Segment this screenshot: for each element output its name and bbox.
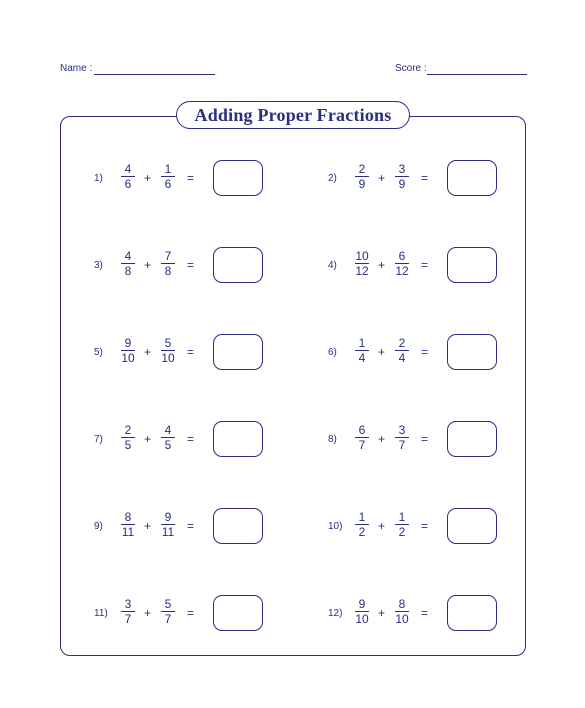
fraction-b: [392, 249, 412, 278]
plus-sign: +: [144, 258, 152, 272]
plus-sign: +: [378, 519, 386, 533]
denominator: 6: [164, 177, 172, 191]
denominator: 8: [124, 264, 132, 278]
problem-2: [322, 160, 502, 200]
answer-box[interactable]: [447, 334, 497, 370]
fraction-a: [352, 597, 372, 626]
equals-sign: =: [187, 519, 195, 533]
numerator: 6: [398, 249, 406, 263]
answer-box[interactable]: [213, 508, 263, 544]
fraction-a: [352, 423, 372, 452]
numerator: 3: [398, 423, 406, 437]
name-field[interactable]: [94, 74, 215, 75]
fraction-a: [352, 249, 372, 278]
fraction-a: [118, 597, 138, 626]
plus-sign: +: [144, 171, 152, 185]
equals-sign: =: [187, 171, 195, 185]
denominator: 11: [121, 525, 135, 539]
numerator: 4: [124, 162, 132, 176]
score-field[interactable]: [427, 74, 527, 75]
problem-6: [322, 334, 502, 374]
numerator: 1: [358, 336, 366, 350]
numerator: 7: [164, 249, 172, 263]
numerator: 10: [355, 249, 369, 263]
numerator: 8: [398, 597, 406, 611]
denominator: 9: [398, 177, 406, 191]
answer-box[interactable]: [447, 595, 497, 631]
numerator: 3: [398, 162, 406, 176]
denominator: 7: [164, 612, 172, 626]
equals-sign: =: [421, 171, 429, 185]
fraction-b: [158, 597, 178, 626]
numerator: 1: [164, 162, 172, 176]
problem-12: [322, 595, 502, 635]
problem-8: [322, 421, 502, 461]
numerator: 2: [398, 336, 406, 350]
worksheet-title: Adding Proper Fractions: [176, 101, 410, 129]
numerator: 2: [358, 162, 366, 176]
denominator: 6: [124, 177, 132, 191]
denominator: 9: [358, 177, 366, 191]
plus-sign: +: [144, 432, 152, 446]
problem-number: 2): [328, 173, 337, 184]
denominator: 10: [395, 612, 409, 626]
fraction-b: [158, 162, 178, 191]
denominator: 4: [398, 351, 406, 365]
numerator: 9: [124, 336, 132, 350]
answer-box[interactable]: [213, 421, 263, 457]
denominator: 10: [161, 351, 175, 365]
equals-sign: =: [421, 606, 429, 620]
denominator: 10: [355, 612, 369, 626]
fraction-b: [392, 597, 412, 626]
answer-box[interactable]: [213, 247, 263, 283]
numerator: 9: [164, 510, 172, 524]
numerator: 6: [358, 423, 366, 437]
problem-number: 7): [94, 434, 103, 445]
fraction-b: [158, 423, 178, 452]
name-label: Name :: [60, 63, 93, 74]
denominator: 2: [398, 525, 406, 539]
answer-box[interactable]: [213, 160, 263, 196]
fraction-a: [118, 336, 138, 365]
answer-box[interactable]: [447, 508, 497, 544]
denominator: 8: [164, 264, 172, 278]
numerator: 5: [164, 336, 172, 350]
fraction-a: [118, 162, 138, 191]
numerator: 4: [124, 249, 132, 263]
plus-sign: +: [378, 171, 386, 185]
fraction-a: [118, 249, 138, 278]
score-label: Score :: [395, 63, 427, 74]
denominator: 10: [121, 351, 135, 365]
answer-box[interactable]: [213, 595, 263, 631]
numerator: 1: [398, 510, 406, 524]
problem-number: 12): [328, 608, 343, 619]
answer-box[interactable]: [213, 334, 263, 370]
problem-number: 4): [328, 260, 337, 271]
fraction-a: [352, 510, 372, 539]
fraction-b: [392, 162, 412, 191]
problem-10: [322, 508, 502, 548]
numerator: 4: [164, 423, 172, 437]
plus-sign: +: [378, 432, 386, 446]
numerator: 3: [124, 597, 132, 611]
problem-11: [88, 595, 268, 635]
problem-3: [88, 247, 268, 287]
problem-number: 5): [94, 347, 103, 358]
plus-sign: +: [144, 606, 152, 620]
denominator: 7: [398, 438, 406, 452]
denominator: 11: [161, 525, 175, 539]
plus-sign: +: [144, 519, 152, 533]
problem-number: 1): [94, 173, 103, 184]
fraction-b: [392, 336, 412, 365]
answer-box[interactable]: [447, 421, 497, 457]
problem-4: [322, 247, 502, 287]
equals-sign: =: [187, 345, 195, 359]
denominator: 7: [358, 438, 366, 452]
problem-number: 6): [328, 347, 337, 358]
denominator: 12: [355, 264, 369, 278]
equals-sign: =: [187, 432, 195, 446]
fraction-b: [392, 510, 412, 539]
fraction-a: [118, 423, 138, 452]
fraction-a: [352, 162, 372, 191]
equals-sign: =: [421, 432, 429, 446]
problem-number: 9): [94, 521, 103, 532]
numerator: 2: [124, 423, 132, 437]
fraction-a: [118, 510, 138, 539]
plus-sign: +: [378, 258, 386, 272]
problem-number: 10): [328, 521, 343, 532]
answer-box[interactable]: [447, 247, 497, 283]
denominator: 7: [124, 612, 132, 626]
numerator: 9: [358, 597, 366, 611]
denominator: 12: [395, 264, 409, 278]
numerator: 8: [124, 510, 132, 524]
fraction-b: [158, 249, 178, 278]
equals-sign: =: [421, 258, 429, 272]
problem-1: [88, 160, 268, 200]
problem-number: 3): [94, 260, 103, 271]
problem-number: 8): [328, 434, 337, 445]
numerator: 1: [358, 510, 366, 524]
denominator: 4: [358, 351, 366, 365]
fraction-a: [352, 336, 372, 365]
equals-sign: =: [421, 345, 429, 359]
equals-sign: =: [187, 606, 195, 620]
problem-5: [88, 334, 268, 374]
answer-box[interactable]: [447, 160, 497, 196]
fraction-b: [158, 336, 178, 365]
plus-sign: +: [378, 345, 386, 359]
fraction-b: [158, 510, 178, 539]
denominator: 5: [124, 438, 132, 452]
problem-7: [88, 421, 268, 461]
equals-sign: =: [187, 258, 195, 272]
denominator: 5: [164, 438, 172, 452]
fraction-b: [392, 423, 412, 452]
problem-9: [88, 508, 268, 548]
denominator: 2: [358, 525, 366, 539]
plus-sign: +: [378, 606, 386, 620]
equals-sign: =: [421, 519, 429, 533]
problem-number: 11): [94, 608, 108, 619]
numerator: 5: [164, 597, 172, 611]
plus-sign: +: [144, 345, 152, 359]
